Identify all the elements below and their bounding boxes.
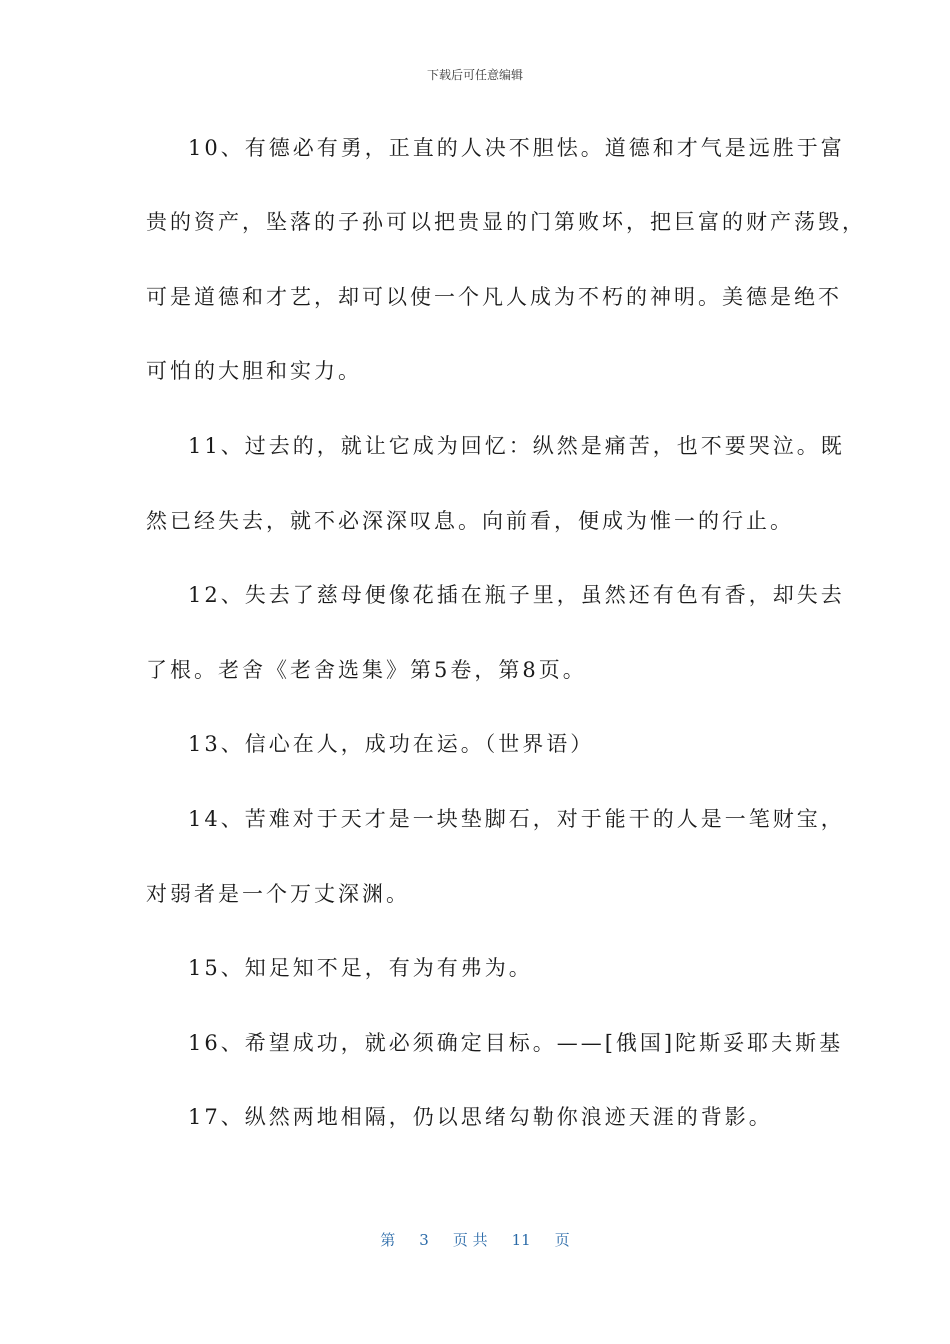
- text-line: 贵的资产，坠落的子孙可以把贵显的门第败坏，把巨富的财产荡毁，: [146, 210, 866, 234]
- text-line: 14、苦难对于天才是一块垫脚石，对于能干的人是一笔财宝，: [188, 807, 845, 831]
- page-footer: [0, 1229, 950, 1250]
- footer-page-label: 第: [380, 1231, 396, 1249]
- text-line: 17、纵然两地相隔，仍以思绪勾勒你浪迹天涯的背影。: [188, 1105, 773, 1129]
- text-line: 13、信心在人，成功在运。（世界语）: [188, 732, 595, 756]
- text-line: 11、过去的，就让它成为回忆：纵然是痛苦，也不要哭泣。既: [188, 434, 845, 458]
- text-line: 对弱者是一个万丈深渊。: [146, 882, 410, 906]
- text-line: 16、希望成功，就必须确定目标。——[俄国]陀斯妥耶夫斯基: [188, 1031, 844, 1055]
- text-line: 10、有德必有勇，正直的人决不胆怯。道德和才气是远胜于富: [188, 136, 845, 160]
- text-line: 了根。老舍《老舍选集》第5卷，第8页。: [146, 658, 587, 682]
- text-line: 15、知足知不足，有为有弗为。: [188, 956, 533, 980]
- text-line: 可怕的大胆和实力。: [146, 359, 362, 383]
- footer-total-pages: 11: [511, 1231, 531, 1249]
- footer-page-suffix: 页: [554, 1231, 570, 1249]
- footer-page-number: 3: [419, 1231, 429, 1249]
- footer-total-label: 页 共: [452, 1231, 488, 1249]
- page-header: 下载后可任意编辑: [426, 68, 523, 82]
- text-line: 12、失去了慈母便像花插在瓶子里，虽然还有色有香，却失去: [188, 583, 845, 607]
- text-line: 然已经失去，就不必深深叹息。向前看，便成为惟一的行止。: [146, 509, 794, 533]
- text-line: 可是道德和才艺，却可以使一个凡人成为不朽的神明。美德是绝不: [146, 285, 842, 309]
